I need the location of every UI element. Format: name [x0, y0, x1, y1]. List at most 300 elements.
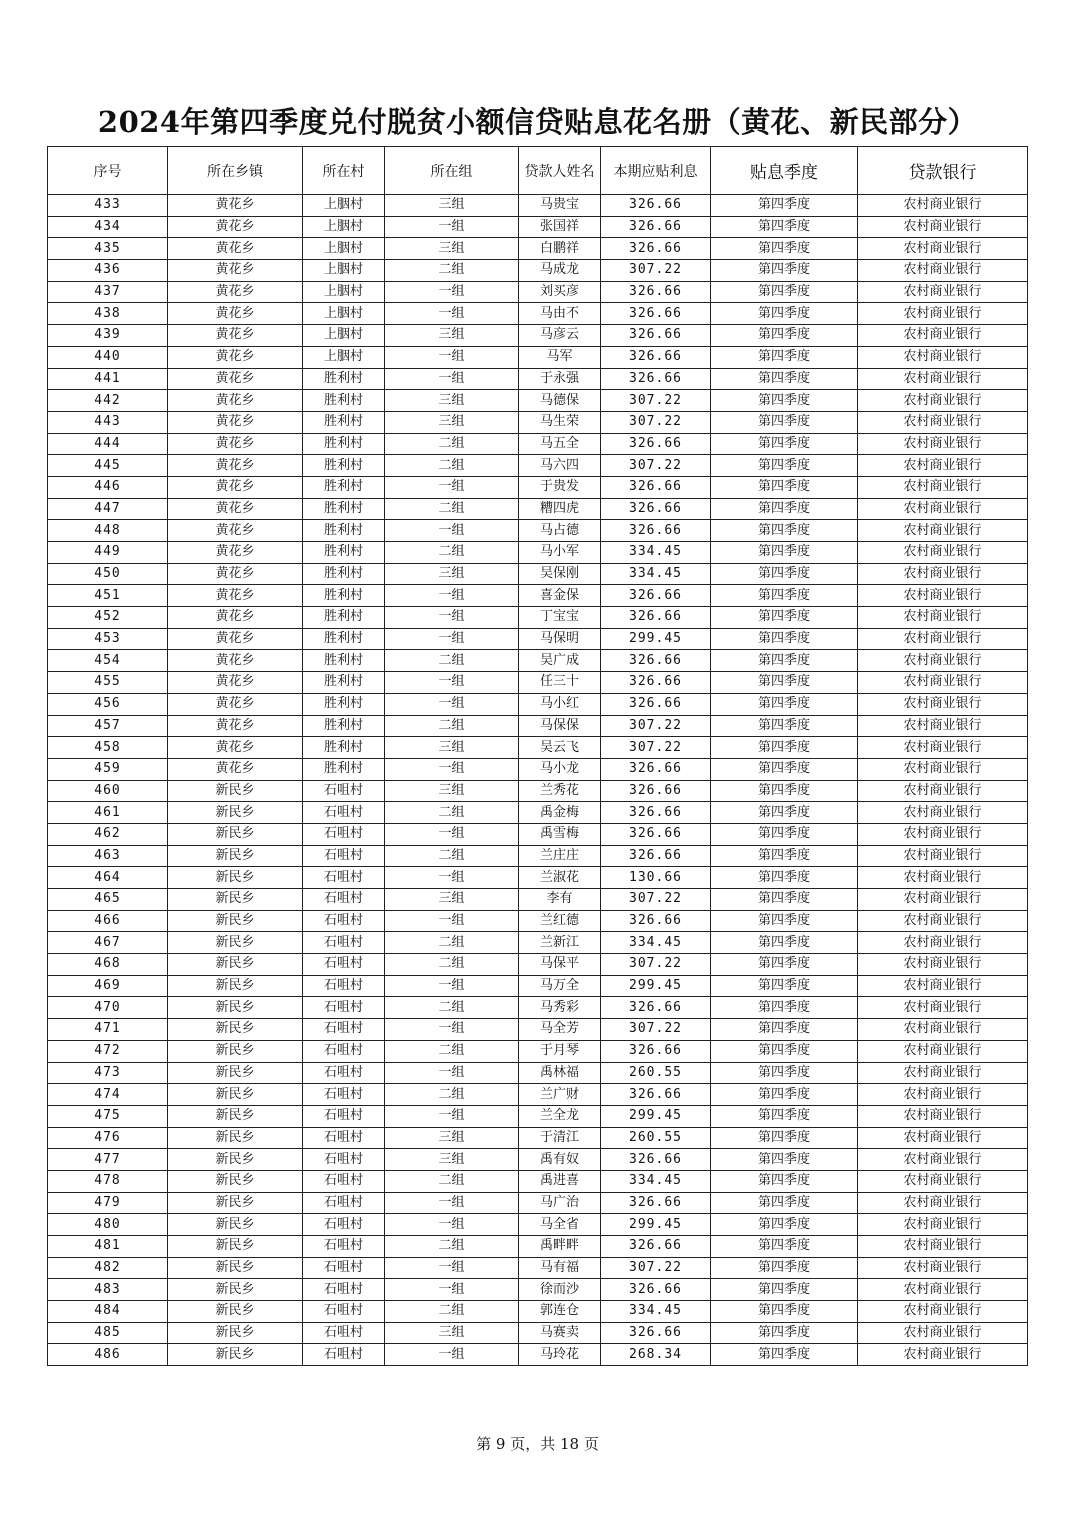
bank-cell: 农村商业银行: [858, 216, 1028, 238]
name-cell: 兰新江: [519, 932, 601, 954]
group-cell: 三组: [385, 737, 519, 759]
seq-cell: 449: [48, 542, 168, 564]
village-cell: 胜利村: [303, 628, 385, 650]
village-cell: 上胭村: [303, 281, 385, 303]
table-row: [48, 1192, 1028, 1214]
group-cell: 二组: [385, 650, 519, 672]
interest-cell: 326.66: [601, 281, 711, 303]
quarter-cell: 第四季度: [711, 238, 858, 260]
name-cell: 马彦云: [519, 325, 601, 347]
village-cell: 石咀村: [303, 845, 385, 867]
interest-cell: 326.66: [601, 1149, 711, 1171]
township-cell: 黄花乡: [168, 455, 303, 477]
group-cell: 一组: [385, 1279, 519, 1301]
quarter-cell: 第四季度: [711, 1062, 858, 1084]
group-cell: 一组: [385, 1344, 519, 1366]
village-cell: 石咀村: [303, 1257, 385, 1279]
group-cell: 二组: [385, 1301, 519, 1323]
seq-cell: 469: [48, 975, 168, 997]
seq-cell: 442: [48, 390, 168, 412]
township-cell: 黄花乡: [168, 476, 303, 498]
seq-cell: 455: [48, 672, 168, 694]
bank-cell: 农村商业银行: [858, 715, 1028, 737]
bank-cell: 农村商业银行: [858, 1127, 1028, 1149]
bank-cell: 农村商业银行: [858, 281, 1028, 303]
seq-cell: 462: [48, 823, 168, 845]
seq-cell: 446: [48, 476, 168, 498]
group-cell: 二组: [385, 932, 519, 954]
quarter-cell: 第四季度: [711, 607, 858, 629]
quarter-cell: 第四季度: [711, 1236, 858, 1258]
quarter-cell: 第四季度: [711, 975, 858, 997]
group-cell: 三组: [385, 780, 519, 802]
township-cell: 新民乡: [168, 1344, 303, 1366]
table-row: [48, 910, 1028, 932]
group-cell: 二组: [385, 715, 519, 737]
name-cell: 徐而沙: [519, 1279, 601, 1301]
name-cell: 马占德: [519, 520, 601, 542]
page-footer: 第 9 页，共 18 页: [476, 1435, 599, 1453]
interest-cell: 307.22: [601, 889, 711, 911]
group-cell: 二组: [385, 542, 519, 564]
name-cell: 马贵宝: [519, 195, 601, 217]
township-cell: 黄花乡: [168, 368, 303, 390]
name-cell: 禹进喜: [519, 1170, 601, 1192]
table-row: [48, 715, 1028, 737]
bank-cell: 农村商业银行: [858, 607, 1028, 629]
table-row: [48, 693, 1028, 715]
quarter-cell: 第四季度: [711, 1214, 858, 1236]
interest-cell: 334.45: [601, 1170, 711, 1192]
group-cell: 一组: [385, 520, 519, 542]
quarter-cell: 第四季度: [711, 1040, 858, 1062]
village-cell: 石咀村: [303, 1084, 385, 1106]
group-cell: 一组: [385, 910, 519, 932]
quarter-cell: 第四季度: [711, 867, 858, 889]
seq-cell: 477: [48, 1149, 168, 1171]
interest-cell: 326.66: [601, 520, 711, 542]
interest-cell: 299.45: [601, 1214, 711, 1236]
table-row: [48, 628, 1028, 650]
village-cell: 石咀村: [303, 997, 385, 1019]
name-cell: 马保平: [519, 954, 601, 976]
township-cell: 黄花乡: [168, 281, 303, 303]
seq-cell: 485: [48, 1322, 168, 1344]
township-cell: 新民乡: [168, 889, 303, 911]
name-cell: 禹林福: [519, 1062, 601, 1084]
township-cell: 新民乡: [168, 1214, 303, 1236]
group-cell: 一组: [385, 823, 519, 845]
quarter-cell: 第四季度: [711, 303, 858, 325]
group-cell: 二组: [385, 1084, 519, 1106]
township-cell: 新民乡: [168, 1236, 303, 1258]
village-cell: 胜利村: [303, 672, 385, 694]
bank-cell: 农村商业银行: [858, 910, 1028, 932]
seq-cell: 471: [48, 1019, 168, 1041]
table-row: [48, 845, 1028, 867]
interest-cell: 326.66: [601, 693, 711, 715]
bank-cell: 农村商业银行: [858, 260, 1028, 282]
township-cell: 新民乡: [168, 1127, 303, 1149]
quarter-cell: 第四季度: [711, 1170, 858, 1192]
quarter-cell: 第四季度: [711, 693, 858, 715]
bank-cell: 农村商业银行: [858, 411, 1028, 433]
bank-cell: 农村商业银行: [858, 238, 1028, 260]
quarter-cell: 第四季度: [711, 628, 858, 650]
township-cell: 黄花乡: [168, 433, 303, 455]
name-cell: 刘买彦: [519, 281, 601, 303]
bank-cell: 农村商业银行: [858, 1040, 1028, 1062]
village-cell: 胜利村: [303, 368, 385, 390]
name-cell: 于月琴: [519, 1040, 601, 1062]
group-cell: 二组: [385, 455, 519, 477]
table-row: [48, 1236, 1028, 1258]
township-cell: 新民乡: [168, 954, 303, 976]
page-title: 2024年第四季度兑付脱贫小额信贷贴息花名册（黄花、新民部分）: [97, 105, 978, 139]
table-row: [48, 542, 1028, 564]
group-cell: 一组: [385, 346, 519, 368]
bank-cell: 农村商业银行: [858, 433, 1028, 455]
group-cell: 一组: [385, 585, 519, 607]
seq-cell: 481: [48, 1236, 168, 1258]
village-cell: 石咀村: [303, 1170, 385, 1192]
header-borrower-name: 贷款人姓名: [519, 147, 601, 195]
village-cell: 石咀村: [303, 1062, 385, 1084]
quarter-cell: 第四季度: [711, 368, 858, 390]
name-cell: 马秀彩: [519, 997, 601, 1019]
township-cell: 黄花乡: [168, 260, 303, 282]
group-cell: 一组: [385, 1062, 519, 1084]
village-cell: 石咀村: [303, 1279, 385, 1301]
seq-cell: 464: [48, 867, 168, 889]
bank-cell: 农村商业银行: [858, 1257, 1028, 1279]
quarter-cell: 第四季度: [711, 823, 858, 845]
village-cell: 石咀村: [303, 1301, 385, 1323]
table-row: [48, 1149, 1028, 1171]
table-row: [48, 975, 1028, 997]
township-cell: 新民乡: [168, 823, 303, 845]
quarter-cell: 第四季度: [711, 1019, 858, 1041]
interest-cell: 326.66: [601, 997, 711, 1019]
group-cell: 二组: [385, 433, 519, 455]
interest-cell: 326.66: [601, 780, 711, 802]
group-cell: 三组: [385, 1149, 519, 1171]
seq-cell: 479: [48, 1192, 168, 1214]
group-cell: 三组: [385, 889, 519, 911]
group-cell: 二组: [385, 802, 519, 824]
name-cell: 马小军: [519, 542, 601, 564]
quarter-cell: 第四季度: [711, 433, 858, 455]
seq-cell: 480: [48, 1214, 168, 1236]
township-cell: 黄花乡: [168, 672, 303, 694]
name-cell: 马万全: [519, 975, 601, 997]
table-row: [48, 498, 1028, 520]
seq-cell: 484: [48, 1301, 168, 1323]
village-cell: 石咀村: [303, 823, 385, 845]
header-row: [48, 147, 1028, 195]
seq-cell: 438: [48, 303, 168, 325]
seq-cell: 460: [48, 780, 168, 802]
bank-cell: 农村商业银行: [858, 476, 1028, 498]
seq-cell: 476: [48, 1127, 168, 1149]
village-cell: 石咀村: [303, 975, 385, 997]
interest-cell: 326.66: [601, 325, 711, 347]
quarter-cell: 第四季度: [711, 455, 858, 477]
bank-cell: 农村商业银行: [858, 542, 1028, 564]
quarter-cell: 第四季度: [711, 411, 858, 433]
township-cell: 黄花乡: [168, 216, 303, 238]
interest-cell: 326.66: [601, 585, 711, 607]
seq-cell: 447: [48, 498, 168, 520]
bank-cell: 农村商业银行: [858, 563, 1028, 585]
bank-cell: 农村商业银行: [858, 1279, 1028, 1301]
seq-cell: 444: [48, 433, 168, 455]
name-cell: 于清江: [519, 1127, 601, 1149]
group-cell: 一组: [385, 607, 519, 629]
township-cell: 黄花乡: [168, 238, 303, 260]
interest-cell: 307.22: [601, 411, 711, 433]
village-cell: 胜利村: [303, 737, 385, 759]
name-cell: 兰广财: [519, 1084, 601, 1106]
quarter-cell: 第四季度: [711, 780, 858, 802]
seq-cell: 445: [48, 455, 168, 477]
table-row: [48, 672, 1028, 694]
bank-cell: 农村商业银行: [858, 1236, 1028, 1258]
interest-cell: 326.66: [601, 195, 711, 217]
interest-cell: 299.45: [601, 628, 711, 650]
bank-cell: 农村商业银行: [858, 195, 1028, 217]
table-row: [48, 1170, 1028, 1192]
quarter-cell: 第四季度: [711, 1127, 858, 1149]
township-cell: 黄花乡: [168, 607, 303, 629]
table-row: [48, 433, 1028, 455]
interest-cell: 326.66: [601, 672, 711, 694]
subsidy-roster-table: [47, 146, 1028, 1366]
name-cell: 张国祥: [519, 216, 601, 238]
interest-cell: 307.22: [601, 260, 711, 282]
seq-cell: 470: [48, 997, 168, 1019]
name-cell: 兰红德: [519, 910, 601, 932]
bank-cell: 农村商业银行: [858, 325, 1028, 347]
name-cell: 马赛卖: [519, 1322, 601, 1344]
name-cell: 马五全: [519, 433, 601, 455]
name-cell: 马由不: [519, 303, 601, 325]
name-cell: 李有: [519, 889, 601, 911]
township-cell: 新民乡: [168, 1192, 303, 1214]
bank-cell: 农村商业银行: [858, 1149, 1028, 1171]
seq-cell: 436: [48, 260, 168, 282]
seq-cell: 465: [48, 889, 168, 911]
quarter-cell: 第四季度: [711, 650, 858, 672]
village-cell: 上胭村: [303, 216, 385, 238]
header-township: 所在乡镇: [168, 147, 303, 195]
township-cell: 黄花乡: [168, 628, 303, 650]
name-cell: 马生荣: [519, 411, 601, 433]
bank-cell: 农村商业银行: [858, 672, 1028, 694]
group-cell: 一组: [385, 672, 519, 694]
name-cell: 喜金保: [519, 585, 601, 607]
quarter-cell: 第四季度: [711, 476, 858, 498]
interest-cell: 326.66: [601, 368, 711, 390]
quarter-cell: 第四季度: [711, 1192, 858, 1214]
village-cell: 上胭村: [303, 346, 385, 368]
quarter-cell: 第四季度: [711, 932, 858, 954]
table-row: [48, 281, 1028, 303]
group-cell: 三组: [385, 195, 519, 217]
interest-cell: 326.66: [601, 1236, 711, 1258]
group-cell: 一组: [385, 1192, 519, 1214]
seq-cell: 453: [48, 628, 168, 650]
seq-cell: 475: [48, 1105, 168, 1127]
township-cell: 黄花乡: [168, 325, 303, 347]
village-cell: 石咀村: [303, 954, 385, 976]
village-cell: 胜利村: [303, 433, 385, 455]
interest-cell: 326.66: [601, 823, 711, 845]
village-cell: 石咀村: [303, 802, 385, 824]
table-row: [48, 455, 1028, 477]
interest-cell: 130.66: [601, 867, 711, 889]
header-group: 所在组: [385, 147, 519, 195]
village-cell: 石咀村: [303, 1344, 385, 1366]
bank-cell: 农村商业银行: [858, 932, 1028, 954]
group-cell: 三组: [385, 1322, 519, 1344]
seq-cell: 454: [48, 650, 168, 672]
seq-cell: 448: [48, 520, 168, 542]
group-cell: 三组: [385, 563, 519, 585]
quarter-cell: 第四季度: [711, 997, 858, 1019]
township-cell: 黄花乡: [168, 498, 303, 520]
bank-cell: 农村商业银行: [858, 975, 1028, 997]
seq-cell: 466: [48, 910, 168, 932]
quarter-cell: 第四季度: [711, 954, 858, 976]
bank-cell: 农村商业银行: [858, 455, 1028, 477]
table-row: [48, 195, 1028, 217]
interest-cell: 307.22: [601, 737, 711, 759]
table-row: [48, 867, 1028, 889]
group-cell: 二组: [385, 260, 519, 282]
village-cell: 胜利村: [303, 758, 385, 780]
bank-cell: 农村商业银行: [858, 693, 1028, 715]
village-cell: 胜利村: [303, 476, 385, 498]
quarter-cell: 第四季度: [711, 216, 858, 238]
name-cell: 兰庄庄: [519, 845, 601, 867]
table-header: [48, 147, 1028, 195]
interest-cell: 260.55: [601, 1127, 711, 1149]
township-cell: 新民乡: [168, 1105, 303, 1127]
seq-cell: 439: [48, 325, 168, 347]
village-cell: 胜利村: [303, 411, 385, 433]
village-cell: 石咀村: [303, 780, 385, 802]
interest-cell: 326.66: [601, 1322, 711, 1344]
interest-cell: 326.66: [601, 802, 711, 824]
bank-cell: 农村商业银行: [858, 867, 1028, 889]
bank-cell: 农村商业银行: [858, 1105, 1028, 1127]
interest-cell: 334.45: [601, 542, 711, 564]
bank-cell: 农村商业银行: [858, 1084, 1028, 1106]
seq-cell: 456: [48, 693, 168, 715]
village-cell: 上胭村: [303, 303, 385, 325]
group-cell: 二组: [385, 954, 519, 976]
interest-cell: 326.66: [601, 607, 711, 629]
village-cell: 石咀村: [303, 1192, 385, 1214]
name-cell: 丁宝宝: [519, 607, 601, 629]
group-cell: 一组: [385, 368, 519, 390]
interest-cell: 299.45: [601, 1105, 711, 1127]
village-cell: 胜利村: [303, 585, 385, 607]
township-cell: 新民乡: [168, 997, 303, 1019]
quarter-cell: 第四季度: [711, 498, 858, 520]
quarter-cell: 第四季度: [711, 1149, 858, 1171]
table-row: [48, 325, 1028, 347]
bank-cell: 农村商业银行: [858, 1214, 1028, 1236]
name-cell: 禹金梅: [519, 802, 601, 824]
bank-cell: 农村商业银行: [858, 845, 1028, 867]
name-cell: 禹畔畔: [519, 1236, 601, 1258]
village-cell: 胜利村: [303, 715, 385, 737]
interest-cell: 326.66: [601, 650, 711, 672]
group-cell: 三组: [385, 390, 519, 412]
township-cell: 新民乡: [168, 1301, 303, 1323]
interest-cell: 334.45: [601, 563, 711, 585]
township-cell: 黄花乡: [168, 390, 303, 412]
table-row: [48, 368, 1028, 390]
bank-cell: 农村商业银行: [858, 780, 1028, 802]
quarter-cell: 第四季度: [711, 390, 858, 412]
seq-cell: 473: [48, 1062, 168, 1084]
quarter-cell: 第四季度: [711, 1322, 858, 1344]
bank-cell: 农村商业银行: [858, 1344, 1028, 1366]
table-row: [48, 802, 1028, 824]
interest-cell: 268.34: [601, 1344, 711, 1366]
interest-cell: 326.66: [601, 758, 711, 780]
interest-cell: 334.45: [601, 1301, 711, 1323]
quarter-cell: 第四季度: [711, 281, 858, 303]
seq-cell: 450: [48, 563, 168, 585]
name-cell: 禹雪梅: [519, 823, 601, 845]
seq-cell: 472: [48, 1040, 168, 1062]
table-row: [48, 650, 1028, 672]
name-cell: 马玲花: [519, 1344, 601, 1366]
group-cell: 三组: [385, 411, 519, 433]
table-row: [48, 346, 1028, 368]
name-cell: 白鹏祥: [519, 238, 601, 260]
quarter-cell: 第四季度: [711, 1301, 858, 1323]
table-row: [48, 476, 1028, 498]
bank-cell: 农村商业银行: [858, 498, 1028, 520]
seq-cell: 478: [48, 1170, 168, 1192]
interest-cell: 326.66: [601, 1084, 711, 1106]
table-row: [48, 954, 1028, 976]
interest-cell: 326.66: [601, 303, 711, 325]
quarter-cell: 第四季度: [711, 845, 858, 867]
name-cell: 禹有奴: [519, 1149, 601, 1171]
table-row: [48, 1322, 1028, 1344]
bank-cell: 农村商业银行: [858, 997, 1028, 1019]
name-cell: 任三十: [519, 672, 601, 694]
interest-cell: 326.66: [601, 498, 711, 520]
seq-cell: 467: [48, 932, 168, 954]
group-cell: 一组: [385, 476, 519, 498]
table-row: [48, 1214, 1028, 1236]
quarter-cell: 第四季度: [711, 542, 858, 564]
quarter-cell: 第四季度: [711, 585, 858, 607]
village-cell: 石咀村: [303, 1127, 385, 1149]
township-cell: 黄花乡: [168, 585, 303, 607]
township-cell: 黄花乡: [168, 693, 303, 715]
township-cell: 黄花乡: [168, 520, 303, 542]
bank-cell: 农村商业银行: [858, 585, 1028, 607]
township-cell: 新民乡: [168, 975, 303, 997]
